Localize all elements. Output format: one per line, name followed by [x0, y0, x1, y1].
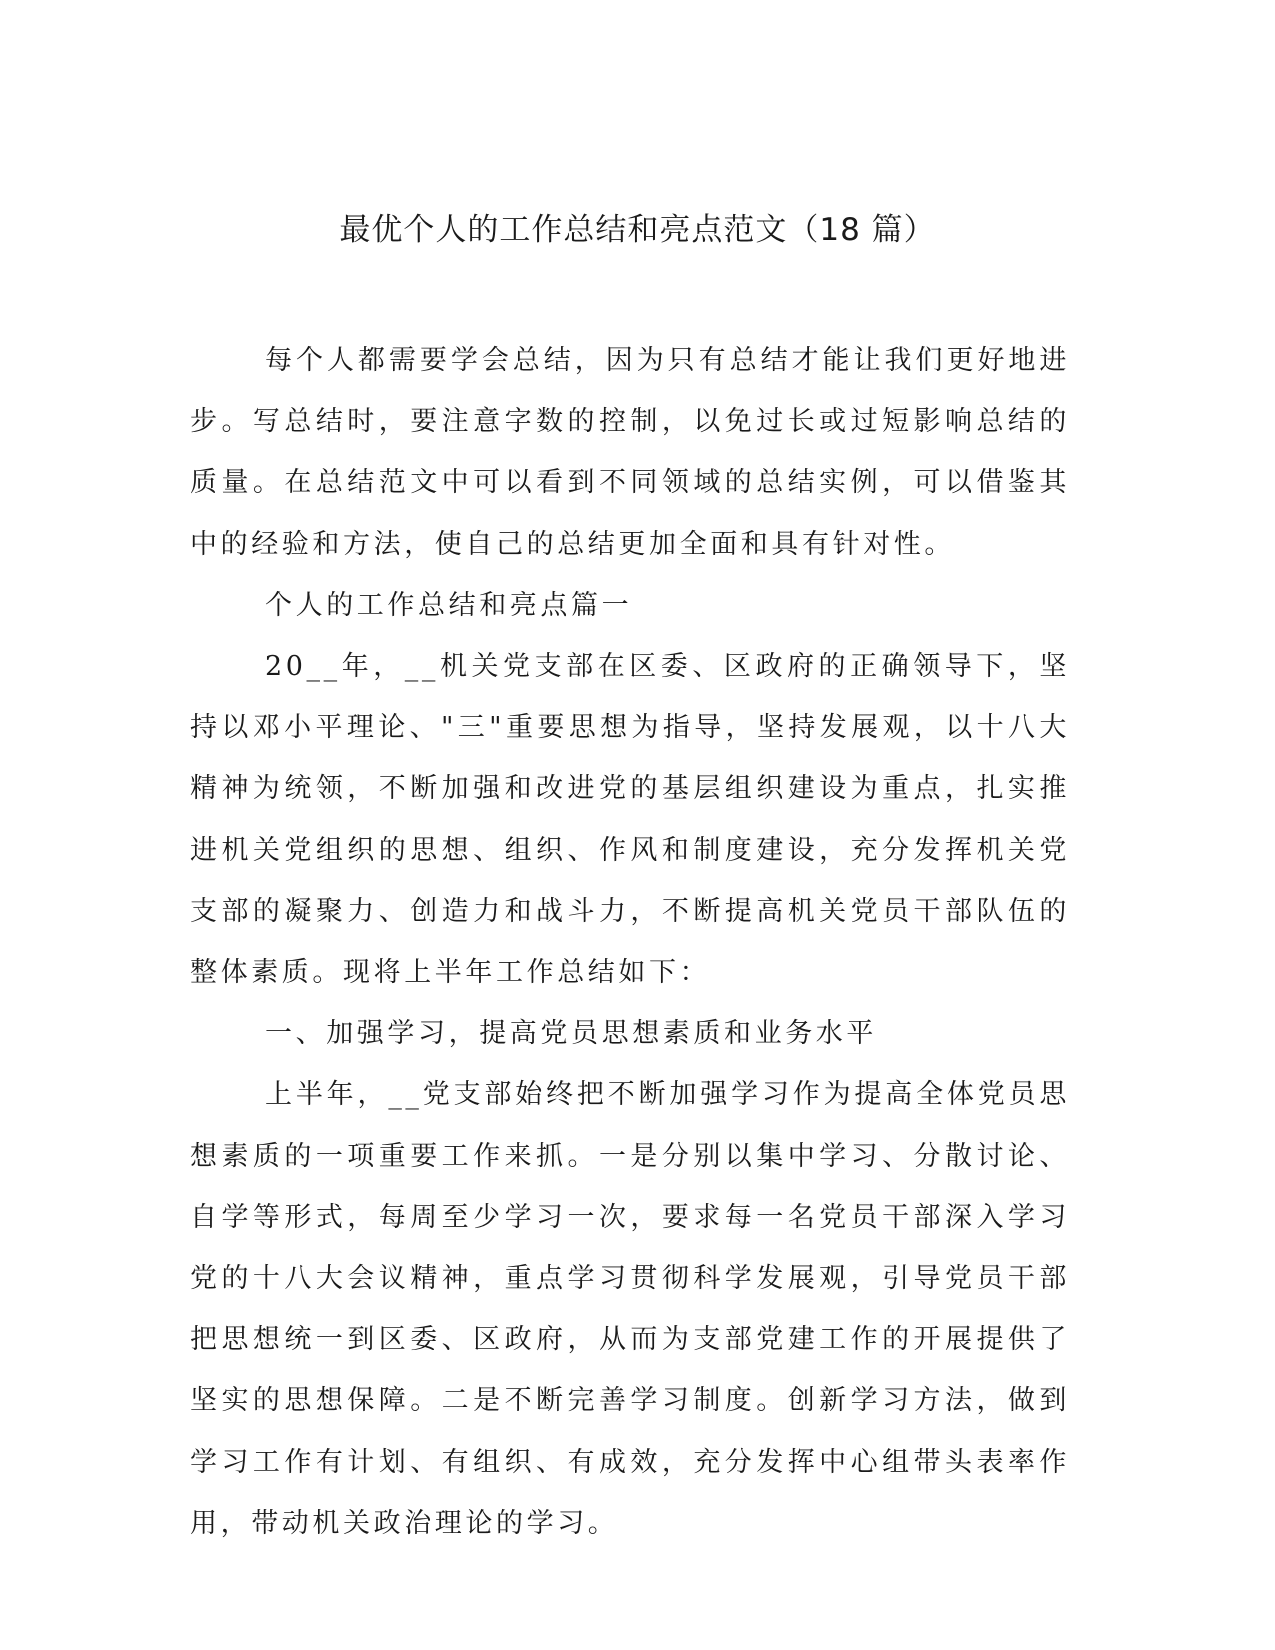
body-paragraph: 20__年，__机关党支部在区委、区政府的正确领导下，坚持以邓小平理论、"三"重要思想为指导，坚持发展观，以十八大精神为统领，不断加强和改进党的基层组织建设为重点，扎实推进机关党组织的思想、组织、作风和制度建设，充分发挥机关党支部的凝聚力、创造力和战斗力，不断提高机关党员干部队伍的整体素质。现将上半年工作总结如下：	[190, 651, 1070, 989]
section-heading: 个人的工作总结和亮点篇一	[265, 589, 633, 621]
body-paragraph: 上半年，__党支部始终把不断加强学习作为提高全体党员思想素质的一项重要工作来抓。一是分别以集中学习、分散讨论、自学等形式，每周至少学习一次，要求每一名党员干部深入学习党的十八大会议精神，重点学习贯彻科学发展观，引导党员干部把思想统一到区委、区政府，从而为支部党建工作的开展提供了坚实的思想保障。二是不断完善学习制度。创新学习方法，做到学习工作有计划、有组织、有成效，充分发挥中心组带头表率作用，带动机关政治理论的学习。	[190, 1079, 1070, 1539]
subsection-heading: 一、加强学习，提高党员思想素质和业务水平	[265, 1018, 877, 1050]
document-title: 最优个人的工作总结和亮点范文（18 篇）	[339, 212, 936, 248]
document-body	[190, 330, 1070, 1554]
intro-paragraph: 每个人都需要学会总结，因为只有总结才能让我们更好地进步。写总结时，要注意字数的控制，以免过长或过短影响总结的质量。在总结范文中可以看到不同领域的总结实例，可以借鉴其中的经验和方法，使自己的总结更加全面和具有针对性。	[190, 345, 1070, 560]
